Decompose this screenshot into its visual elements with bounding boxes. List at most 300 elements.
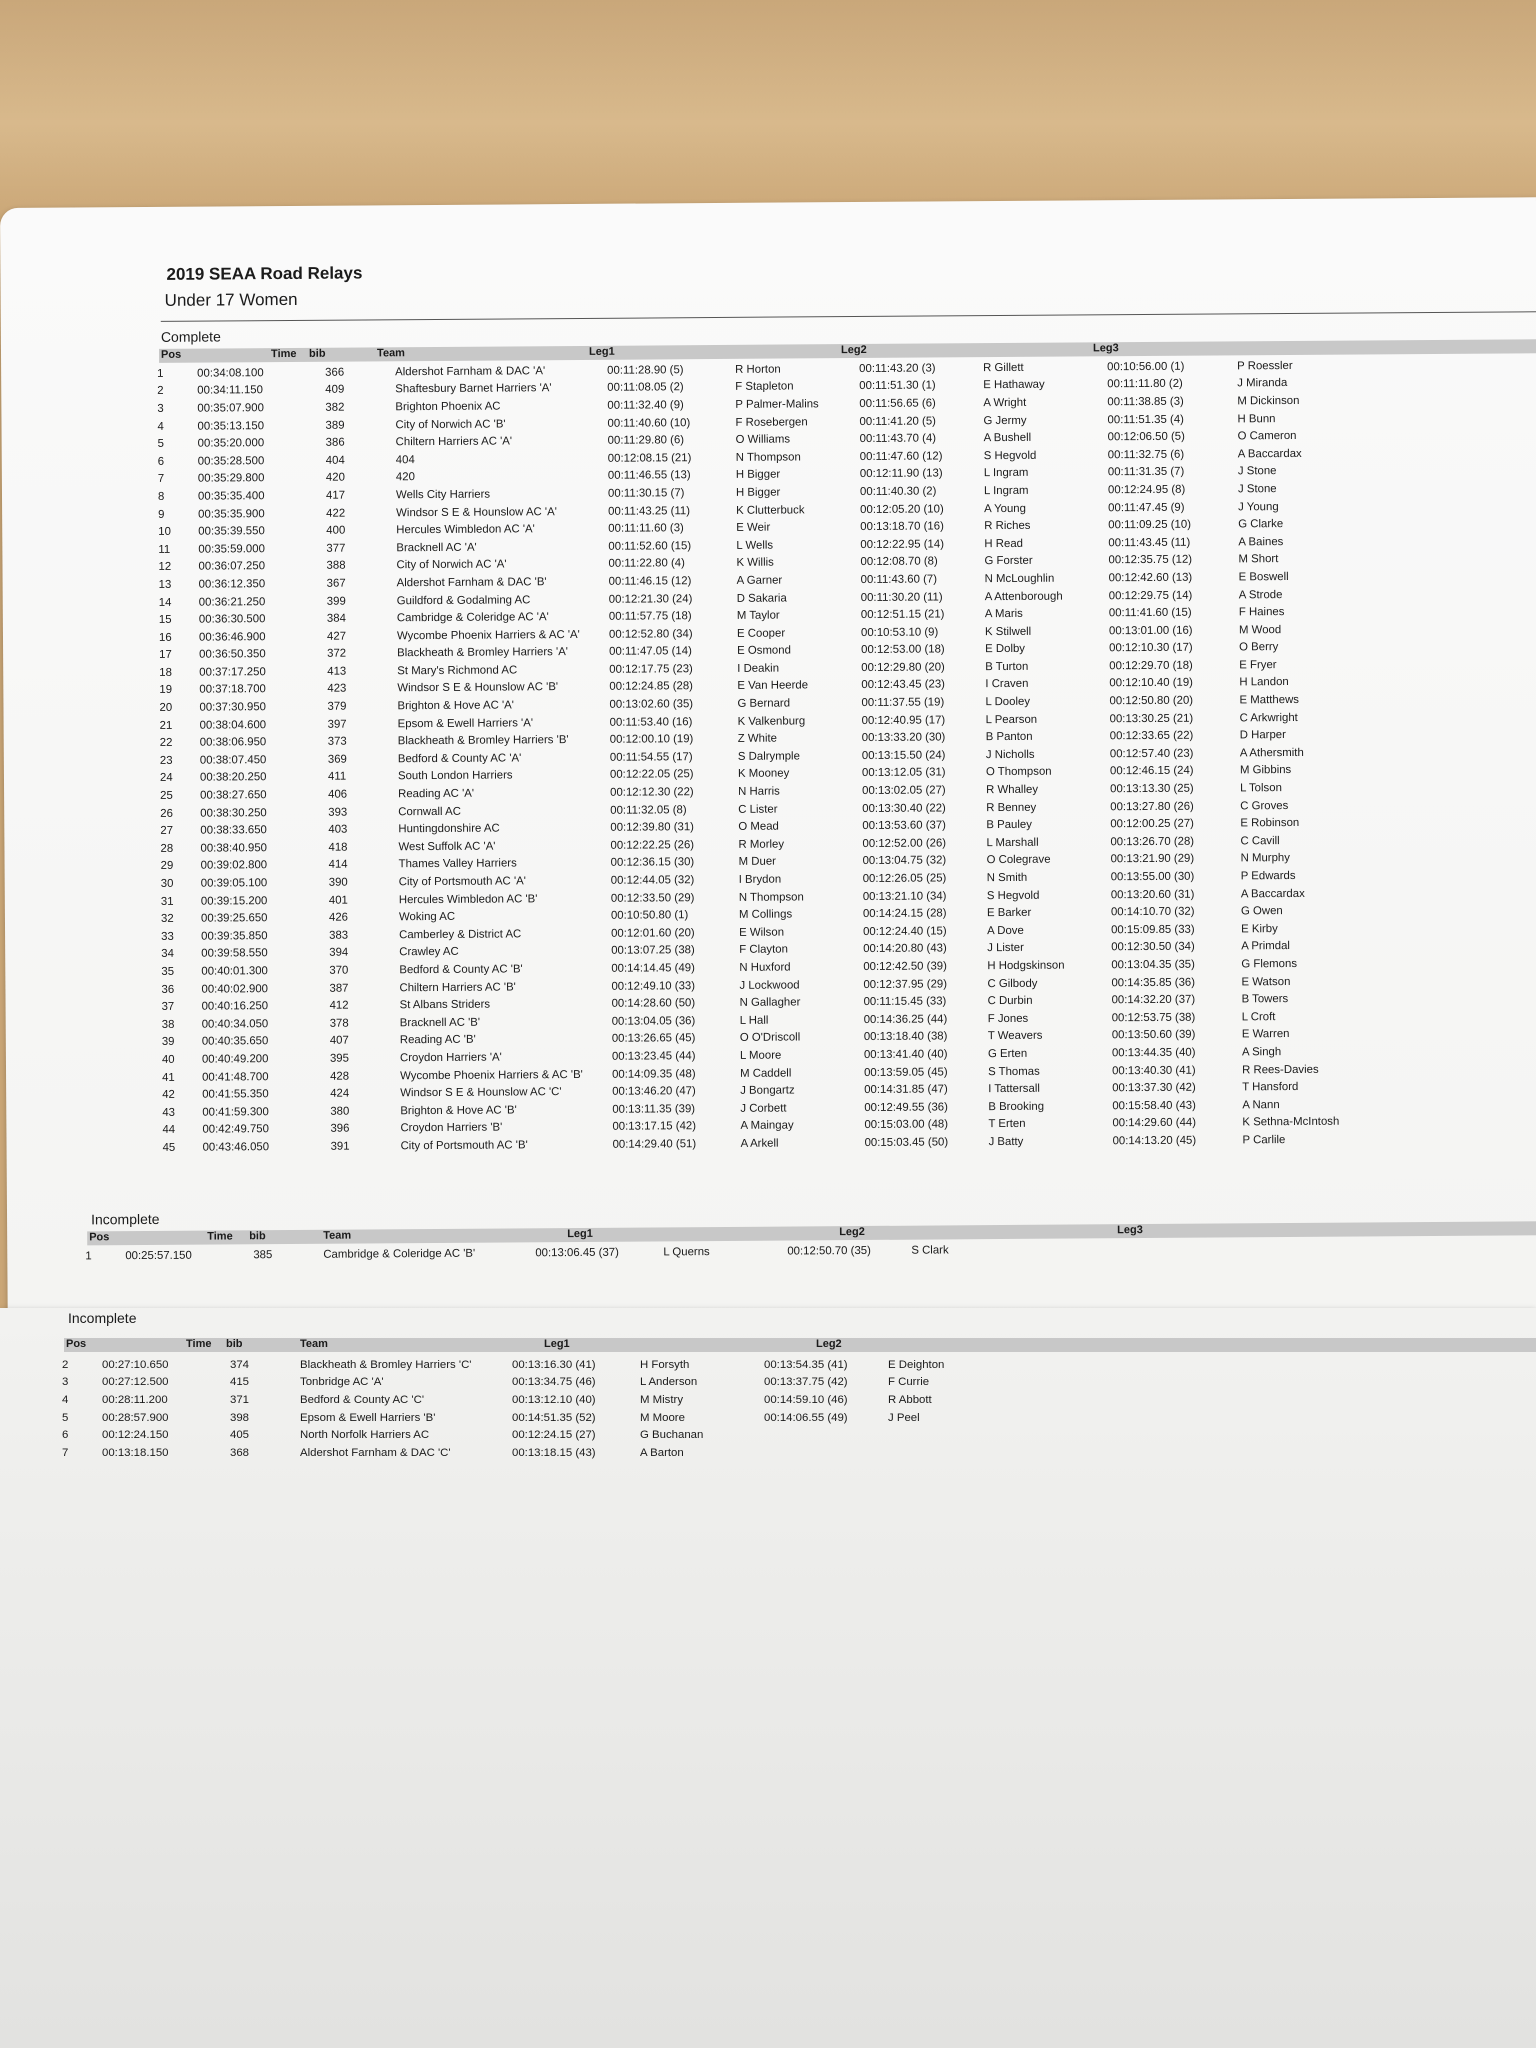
leg3-time: 00:13:27.80 (26) (1110, 800, 1194, 813)
team-name: Aldershot Farnham & DAC 'A' (395, 364, 546, 379)
leg2-runner: T Erten (988, 1118, 1026, 1131)
header-pos: Pos (160, 348, 182, 361)
position: 2 (157, 385, 164, 398)
total-time: 00:41:55.350 (202, 1088, 269, 1101)
team-name: Wycombe Phoenix Harriers & AC 'B' (400, 1068, 583, 1082)
position: 6 (62, 1429, 69, 1442)
team-name: Brighton & Hove AC 'A' (397, 699, 514, 713)
team-name: Thames Valley Harriers (398, 857, 517, 871)
total-time: 00:35:29.800 (197, 472, 265, 485)
total-time: 00:39:35.850 (201, 929, 268, 943)
header-bib: bib (226, 1338, 243, 1350)
position: 16 (158, 631, 172, 644)
leg2-time: 00:11:15.45 (33) (863, 995, 947, 1009)
leg1-time: 00:13:18.15 (43) (512, 1446, 596, 1459)
position: 1 (85, 1250, 92, 1263)
header-leg3: Leg3 (1117, 1224, 1143, 1237)
position: 42 (162, 1088, 175, 1102)
leg3-time: 00:12:10.40 (19) (1109, 677, 1193, 690)
bib-number: 424 (330, 1087, 350, 1100)
team-name: Blackheath & Bromley Harriers 'A' (397, 646, 569, 660)
leg1-runner: G Bernard (737, 697, 791, 710)
leg2-runner: R Whalley (986, 783, 1039, 797)
table-row (62, 1391, 1012, 1409)
leg2-runner: J Nicholls (985, 748, 1035, 761)
leg1-time: 00:13:34.75 (46) (512, 1376, 596, 1389)
leg3-runner: E Robinson (1240, 817, 1300, 830)
leg2-runner: G Forster (984, 555, 1033, 568)
total-time: 00:41:59.300 (202, 1105, 269, 1119)
team-name: Aldershot Farnham & DAC 'B' (396, 576, 547, 590)
leg3-time: 00:12:33.65 (22) (1109, 729, 1194, 743)
leg3-runner: G Flemons (1241, 957, 1298, 971)
leg2-time: 00:13:15.50 (24) (861, 749, 946, 762)
position: 23 (159, 754, 173, 767)
position: 5 (62, 1411, 69, 1424)
leg2-runner: B Brooking (988, 1100, 1045, 1113)
bib-number: 398 (230, 1411, 250, 1424)
leg3-runner: N Murphy (1240, 852, 1290, 865)
position: 33 (161, 930, 174, 943)
team-name: Brighton Phoenix AC (395, 400, 501, 414)
position: 19 (159, 684, 173, 697)
team-name: Windsor S E & Hounslow AC 'A' (396, 505, 557, 519)
team-name: Croydon Harriers 'B' (400, 1121, 503, 1135)
leg2-runner: R Abbott (888, 1393, 932, 1406)
total-time: 00:38:06.950 (199, 736, 267, 749)
leg1-time: 00:12:24.15 (27) (512, 1429, 596, 1442)
leg1-time: 00:14:29.40 (51) (612, 1138, 697, 1151)
team-name: Wells City Harriers (395, 488, 491, 502)
leg3-time: 00:12:42.60 (13) (1108, 571, 1193, 585)
leg2-runner: N McLoughlin (984, 572, 1055, 586)
position: 28 (160, 842, 174, 855)
leg1-time: 00:13:17.15 (42) (612, 1120, 697, 1134)
bib-number: 407 (329, 1034, 349, 1048)
leg3-time: 00:12:46.15 (24) (1109, 765, 1194, 778)
leg2-runner: H Read (984, 537, 1024, 550)
leg1-runner: M Duer (738, 856, 776, 869)
bib-number: 417 (325, 489, 346, 502)
leg2-time: 00:13:59.05 (45) (864, 1065, 948, 1079)
leg1-time: 00:13:02.60 (35) (609, 698, 694, 711)
leg3-time: 00:13:30.25 (21) (1109, 712, 1194, 725)
leg2-time: 00:13:02.05 (27) (862, 784, 946, 798)
leg2-time: 00:12:22.95 (14) (860, 538, 945, 551)
leg2-time: 00:13:54.35 (41) (764, 1358, 848, 1371)
leg1-runner: I Brydon (738, 873, 782, 886)
bib-number: 386 (325, 436, 345, 449)
total-time: 00:36:07.250 (198, 560, 266, 573)
total-time: 00:27:12.500 (102, 1376, 169, 1389)
total-time: 00:40:01.300 (201, 965, 268, 978)
leg3-runner: E Watson (1241, 975, 1291, 988)
leg2-time: 00:14:24.15 (28) (862, 907, 947, 921)
leg1-time: 00:13:06.45 (37) (535, 1246, 619, 1260)
team-name: City of Portsmouth AC 'B' (400, 1139, 528, 1153)
leg1-runner: H Forsyth (640, 1358, 690, 1371)
leg3-time: 00:12:53.75 (38) (1111, 1011, 1196, 1025)
leg1-time: 00:11:32.40 (9) (607, 399, 684, 412)
leg2-time: 00:11:43.70 (4) (859, 432, 937, 446)
total-time: 00:34:08.100 (197, 366, 264, 380)
leg3-time: 00:13:04.35 (35) (1111, 958, 1195, 972)
position: 6 (157, 455, 165, 468)
leg3-time: 00:14:13.20 (45) (1112, 1134, 1197, 1148)
leg1-time: 00:12:01.60 (20) (611, 926, 695, 940)
leg2-runner: S Hegvold (983, 449, 1037, 462)
leg2-runner: A Attenborough (984, 590, 1063, 603)
leg3-time: 00:10:56.00 (1) (1107, 360, 1185, 374)
position: 20 (159, 701, 173, 714)
table-row (62, 1374, 1012, 1392)
leg2-time: 00:13:33.20 (30) (861, 731, 946, 745)
leg2-runner: L Ingram (983, 484, 1029, 498)
leg2-time: 00:12:40.95 (17) (861, 714, 946, 727)
team-name: Hercules Wimbledon AC 'B' (398, 892, 538, 906)
leg2-runner: N Smith (986, 871, 1028, 885)
bib-number: 378 (329, 1017, 349, 1030)
total-time: 00:38:40.950 (200, 841, 268, 855)
leg1-time: 00:10:50.80 (1) (610, 909, 689, 922)
leg3-time: 00:15:09.85 (33) (1111, 923, 1195, 937)
bib-number: 369 (327, 753, 347, 766)
total-time: 00:38:33.650 (200, 824, 267, 837)
leg2-runner: B Panton (985, 731, 1033, 744)
position: 29 (160, 860, 174, 873)
bib-number: 366 (325, 366, 345, 379)
position: 27 (160, 825, 174, 838)
leg1-time: 00:13:26.65 (45) (611, 1032, 696, 1046)
team-name: Cambridge & Coleridge AC 'B' (323, 1247, 476, 1261)
team-name: Shaftesbury Barnet Harriers 'A' (395, 382, 552, 396)
leg2-runner: O Thompson (985, 766, 1052, 779)
leg2-runner: L Ingram (983, 467, 1029, 480)
header-pos: Pos (66, 1338, 87, 1350)
leg2-runner: F Jones (987, 1012, 1029, 1025)
total-time: 00:40:16.250 (201, 1000, 269, 1013)
total-time: 00:39:25.650 (200, 912, 268, 925)
team-name: Epsom & Ewell Harriers 'A' (397, 716, 534, 730)
leg1-time: 00:13:07.25 (38) (611, 944, 695, 958)
leg1-time: 00:11:43.25 (11) (608, 504, 691, 518)
position: 11 (158, 543, 171, 556)
leg2-time: 00:12:37.95 (29) (863, 977, 948, 991)
leg3-time: 00:12:50.80 (20) (1109, 694, 1194, 708)
position: 38 (161, 1018, 175, 1031)
leg1-runner: M Mistry (640, 1393, 684, 1406)
bib-number: 367 (326, 577, 346, 590)
leg1-time: 00:11:46.55 (13) (607, 469, 691, 483)
total-time: 00:40:49.200 (201, 1053, 269, 1066)
leg1-runner: F Rosebergen (735, 415, 808, 429)
total-time: 00:36:50.350 (199, 648, 266, 661)
leg1-time: 00:11:28.90 (5) (607, 364, 684, 377)
team-name: Reading AC 'A' (398, 787, 475, 801)
leg2-runner: G Jermy (983, 414, 1027, 427)
leg1-time: 00:12:22.25 (26) (610, 838, 695, 852)
leg1-runner: J Lockwood (739, 979, 800, 992)
leg2-runner: B Turton (985, 660, 1029, 674)
leg1-runner: D Sakaria (736, 592, 787, 605)
total-time: 00:40:34.050 (201, 1017, 269, 1031)
total-time: 00:39:15.200 (200, 894, 268, 908)
total-time: 00:39:05.100 (200, 877, 268, 890)
leg2-runner: A Dove (987, 924, 1024, 937)
position: 26 (160, 807, 173, 820)
leg1-runner: N Thompson (738, 891, 804, 904)
leg1-runner: C Lister (738, 803, 778, 816)
team-name: Crawley AC (399, 946, 459, 959)
leg1-time: 00:12:17.75 (23) (609, 663, 693, 676)
position: 44 (162, 1124, 176, 1137)
header-team: Team (376, 347, 405, 360)
leg3-runner: F Haines (1238, 606, 1285, 619)
team-name: North Norfolk Harriers AC (300, 1429, 430, 1442)
leg1-runner: E Van Heerde (737, 679, 809, 693)
header-leg2: Leg2 (839, 1225, 865, 1239)
bib-number: 374 (230, 1358, 250, 1371)
position: 4 (62, 1393, 69, 1406)
position: 13 (158, 578, 172, 591)
leg2-runner: L Marshall (986, 836, 1039, 849)
leg1-time: 00:12:00.10 (19) (609, 733, 694, 747)
leg3-runner: D Harper (1239, 729, 1286, 742)
leg2-time: 00:12:26.05 (25) (862, 872, 947, 886)
bib-number: 388 (326, 559, 346, 573)
total-time: 00:37:30.950 (199, 701, 267, 714)
position: 12 (158, 561, 172, 574)
leg3-runner: J Miranda (1237, 377, 1288, 390)
leg2-time: 00:11:43.20 (3) (859, 362, 936, 375)
position: 2 (62, 1358, 69, 1371)
position: 37 (161, 1000, 175, 1014)
leg2-time: 00:13:21.10 (34) (862, 890, 947, 903)
leg2-runner: O Colegrave (986, 854, 1051, 867)
position: 39 (161, 1036, 175, 1049)
leg1-runner: E Wilson (739, 926, 785, 939)
leg1-time: 00:11:08.05 (2) (607, 381, 684, 395)
bib-number: 428 (330, 1070, 350, 1083)
leg3-runner: A Athersmith (1239, 746, 1304, 760)
leg2-runner: J Peel (888, 1411, 920, 1424)
leg3-runner: H Bunn (1237, 412, 1276, 425)
total-time: 00:36:12.350 (198, 578, 266, 591)
header-time: Time (207, 1230, 233, 1243)
total-time: 00:35:39.550 (198, 525, 265, 538)
leg1-runner: N Gallagher (739, 996, 801, 1010)
leg3-time: 00:12:35.75 (12) (1108, 554, 1193, 567)
leg3-runner: C Groves (1240, 799, 1289, 812)
leg3-time: 00:11:47.45 (9) (1108, 501, 1185, 514)
total-time: 00:38:20.250 (199, 771, 267, 785)
total-time: 00:34:11.150 (197, 384, 263, 398)
team-name: St Mary's Richmond AC (397, 664, 518, 678)
leg2-time (764, 1426, 888, 1444)
leg3-runner: L Croft (1241, 1010, 1276, 1024)
total-time: 00:35:13.150 (197, 419, 265, 433)
total-time: 00:12:24.150 (102, 1429, 169, 1442)
leg1-runner: E Osmond (737, 644, 791, 658)
position: 45 (162, 1141, 176, 1154)
leg1-time: 00:11:40.60 (10) (607, 416, 691, 430)
leg1-runner: E Cooper (736, 627, 786, 640)
bib-number: 415 (230, 1376, 250, 1389)
leg2-runner: F Currie (888, 1376, 930, 1389)
position: 9 (158, 508, 165, 521)
table-row (62, 1426, 1012, 1444)
leg1-runner: F Stapleton (735, 380, 794, 394)
leg2-runner: J Batty (988, 1135, 1024, 1149)
leg1-time: 00:12:21.30 (24) (608, 592, 693, 606)
total-time: 00:41:48.700 (202, 1070, 269, 1084)
table-row (62, 1444, 1012, 1462)
header-leg1: Leg1 (588, 345, 615, 358)
bib-number: 389 (325, 419, 345, 432)
leg2-runner: C Durbin (987, 994, 1033, 1008)
leg3-time: 00:14:35.85 (36) (1111, 976, 1196, 989)
leg2-runner: H Hodgskinson (987, 959, 1065, 973)
total-time: 00:39:58.550 (201, 947, 268, 961)
bib-number: 384 (326, 612, 346, 625)
leg1-runner: M Taylor (736, 609, 780, 622)
leg3-runner: R Rees-Davies (1242, 1063, 1319, 1076)
leg2-time: 00:14:31.85 (47) (864, 1083, 948, 1097)
leg1-runner: S Dalrymple (737, 750, 800, 763)
leg1-runner: O Mead (738, 820, 779, 834)
results-sheet-1 (0, 197, 1536, 1328)
team-name: City of Norwich AC 'A' (396, 558, 507, 572)
total-time: 00:37:17.250 (199, 666, 266, 679)
position: 3 (62, 1376, 69, 1389)
leg2-runner: E Dolby (985, 643, 1026, 656)
total-time: 00:36:30.500 (198, 613, 266, 626)
leg1-time: 00:12:49.10 (33) (611, 979, 696, 993)
position: 5 (157, 438, 165, 451)
leg1-runner: K Clutterbuck (736, 503, 805, 517)
leg3-runner: E Fryer (1239, 658, 1277, 672)
leg3-runner: M Short (1238, 553, 1279, 566)
leg1-runner: N Thompson (735, 451, 801, 464)
leg1-runner: E Weir (736, 521, 771, 535)
leg2-time: 00:11:41.20 (5) (859, 415, 936, 428)
leg1-runner: M Moore (640, 1411, 685, 1424)
leg1-runner: F Clayton (739, 943, 788, 957)
leg3-runner: A Baccardax (1237, 447, 1302, 461)
leg2-runner: A Wright (983, 396, 1027, 410)
leg3-runner: H Landon (1239, 676, 1289, 689)
leg3-time: 00:12:10.30 (17) (1109, 641, 1193, 655)
leg1-time: 00:11:57.75 (18) (608, 610, 692, 623)
leg2-runner (888, 1444, 1012, 1462)
leg1-time: 00:13:04.05 (36) (611, 1014, 696, 1028)
bib-number: 383 (329, 929, 349, 942)
leg3-runner: M Dickinson (1237, 394, 1300, 408)
leg3-runner: P Carlile (1242, 1133, 1286, 1147)
team-name: Wycombe Phoenix Harriers & AC 'A' (396, 628, 580, 642)
team-name: Chiltern Harriers AC 'B' (399, 980, 516, 994)
bib-number: 394 (329, 946, 349, 960)
leg1-runner: A Maingay (740, 1119, 794, 1133)
leg2-time: 00:12:29.80 (20) (861, 661, 945, 674)
leg1-time: 00:12:33.50 (29) (610, 891, 695, 905)
header-bib: bib (249, 1230, 266, 1243)
total-time: 00:43:46.050 (202, 1141, 270, 1154)
leg3-time: 00:12:30.50 (34) (1111, 941, 1195, 954)
leg1-time: 00:14:14.45 (49) (611, 962, 695, 975)
leg3-time: 00:13:01.00 (16) (1108, 624, 1193, 637)
bib-number: 413 (327, 665, 347, 678)
leg1-runner: L Anderson (640, 1376, 698, 1389)
leg3-time: 00:12:57.40 (23) (1109, 747, 1194, 761)
leg2-runner: S Thomas (988, 1065, 1040, 1078)
position: 40 (161, 1053, 175, 1066)
leg1-time: 00:14:28.60 (50) (611, 997, 696, 1010)
position: 34 (161, 948, 174, 961)
leg3-runner: P Roessler (1237, 359, 1293, 373)
total-time: 00:37:18.700 (199, 683, 266, 697)
bib-number: 404 (325, 454, 345, 467)
bib-number: 406 (328, 788, 348, 801)
leg1-runner: L Moore (739, 1049, 782, 1062)
leg3-runner: E Warren (1241, 1028, 1290, 1041)
table-row (62, 1356, 1012, 1374)
table-row (62, 1409, 1012, 1427)
leg3-runner: J Stone (1237, 465, 1277, 478)
bib-number: 395 (329, 1052, 350, 1065)
total-time: 00:27:10.650 (102, 1358, 169, 1371)
complete-results-table (157, 356, 1392, 1156)
team-name: Cambridge & Coleridge AC 'A' (396, 611, 549, 625)
leg1-runner: K Mooney (737, 767, 790, 781)
header-pos: Pos (89, 1231, 110, 1244)
leg2-runner: R Gillett (983, 361, 1024, 374)
leg2-time: 00:15:03.45 (50) (864, 1136, 949, 1149)
team-name: Epsom & Ewell Harriers 'B' (300, 1411, 436, 1424)
leg2-runner: T Weavers (987, 1030, 1043, 1043)
total-time: 00:38:07.450 (199, 754, 267, 767)
leg3-runner: M Wood (1238, 623, 1282, 637)
total-time: 00:35:07.900 (197, 402, 264, 415)
leg3-runner: B Towers (1241, 993, 1289, 1006)
leg3-runner: O Berry (1239, 641, 1279, 654)
total-time: 00:28:11.200 (102, 1393, 168, 1406)
leg2-time: 00:14:06.55 (49) (764, 1411, 848, 1424)
bib-number: 390 (328, 876, 348, 889)
leg3-time: 00:11:31.35 (7) (1107, 466, 1185, 479)
leg2-runner: S Hegvold (986, 889, 1040, 902)
leg1-runner: K Willis (736, 556, 774, 570)
leg2-time: 00:11:43.60 (7) (860, 573, 938, 586)
leg1-runner: Z White (737, 732, 778, 746)
leg2-time: 00:11:56.65 (6) (859, 397, 936, 410)
leg3-time: 00:12:00.25 (27) (1110, 817, 1194, 831)
leg1-runner: N Harris (738, 785, 780, 798)
position: 8 (157, 490, 165, 503)
leg1-runner: O Williams (735, 433, 791, 447)
leg3-runner: J Young (1238, 500, 1279, 513)
team-name: Bedford & County AC 'B' (399, 963, 523, 977)
position: 10 (158, 525, 171, 539)
leg2-time (764, 1444, 888, 1462)
leg3-time: 00:15:58.40 (43) (1112, 1099, 1196, 1112)
leg1-runner: L Hall (739, 1014, 769, 1027)
total-time: 00:39:02.800 (200, 859, 268, 873)
leg2-time: 00:14:36.25 (44) (863, 1013, 948, 1026)
leg2-time: 00:10:53.10 (9) (860, 626, 939, 639)
position: 17 (159, 649, 172, 662)
leg1-runner: R Horton (735, 363, 781, 376)
